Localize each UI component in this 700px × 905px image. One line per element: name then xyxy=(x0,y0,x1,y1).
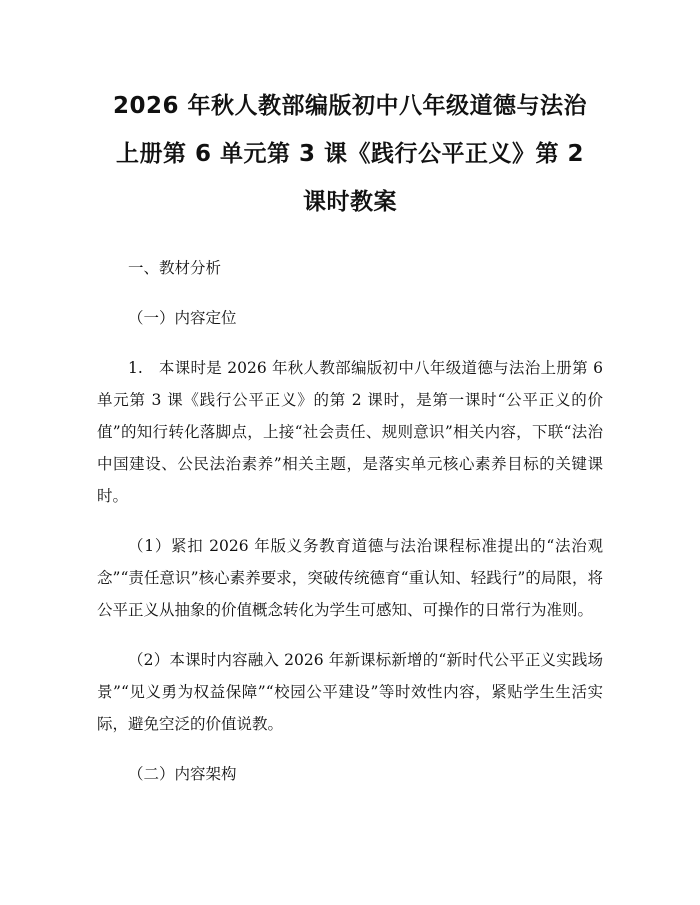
title-line-3: 课时教案 xyxy=(303,189,397,215)
document-title xyxy=(97,82,603,226)
subsection-heading-content-positioning: （一）内容定位 xyxy=(128,309,237,327)
title-line-1: 2026 年秋人教部编版初中八年级道德与法治 xyxy=(112,93,588,119)
paragraph-1: 1. 本课时是 2026 年秋人教部编版初中八年级道德与法治上册第 6 单元第 3 课《践行公平正义》的第 2 课时，是第一课时“公平正义的价值”的知行转化落脚点，上接“社会责任、规则意识”相关内容，下联“法治中国建设、公民法治素养”相关主题，是落实单元核心素养目标的关键课时。 xyxy=(97,359,603,505)
paragraph-3: （2）本课时内容融入 2026 年新课标新增的“新时代公平正义实践场景”“见义勇为权益保障”“校园公平建设”等时效性内容，紧贴学生生活实际，避免空泛的价值说教。 xyxy=(97,651,603,733)
document-body xyxy=(97,252,603,790)
section-heading-textbook-analysis: 一、教材分析 xyxy=(128,259,222,277)
title-line-2: 上册第 6 单元第 3 课《践行公平正义》第 2 xyxy=(115,141,585,167)
subsection-heading-content-structure: （二）内容架构 xyxy=(128,765,237,783)
paragraph-2: （1）紧扣 2026 年版义务教育道德与法治课程标准提出的“法治观念”“责任意识”核心素养要求，突破传统德育“重认知、轻践行”的局限，将公平正义从抽象的价值概念转化为学生可感知、可操作的日常行为准则。 xyxy=(97,537,603,619)
